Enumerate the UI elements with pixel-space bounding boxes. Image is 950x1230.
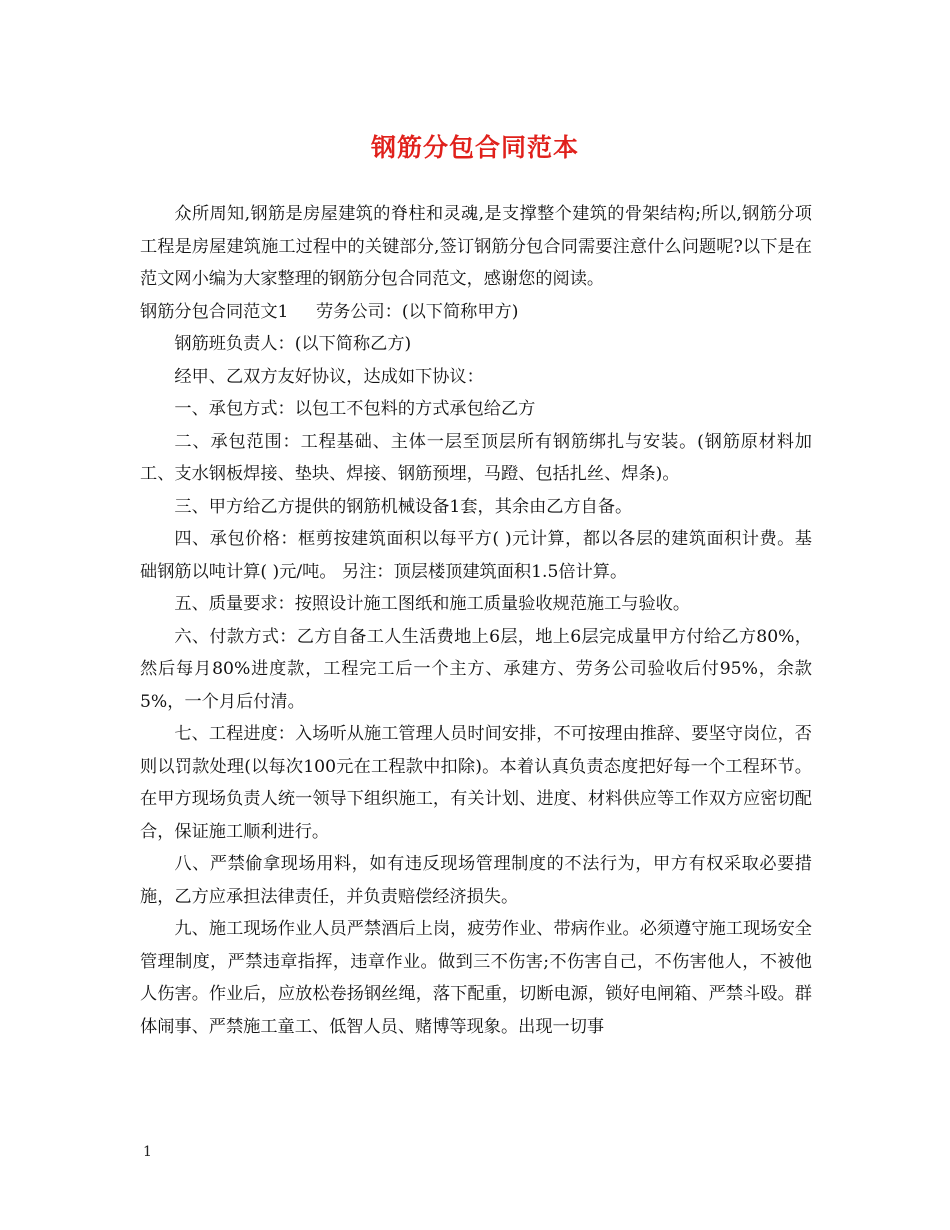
section-heading-line xyxy=(140,296,812,329)
agreement-line: 经甲、乙双方友好协议，达成如下协议： xyxy=(174,366,484,387)
clause-6: 六、付款方式：乙方自备工人生活费地上6层，地上6层完成量甲方付给乙方80%，然后每月80%进度款，工程完工后一个主方、承建方、劳务公司验收后付95%，余款5%，一个月后付清。 xyxy=(140,626,812,712)
clause-4: 四、承包价格：框剪按建筑面积以每平方( )元计算，都以各层的建筑面积计费。基础钢筋以吨计算( )元/吨。 另注：顶层楼顶建筑面积1.5倍计算。 xyxy=(140,529,812,582)
intro-paragraph: 众所周知,钢筋是房屋建筑的脊柱和灵魂,是支撑整个建筑的骨架结构;所以,钢筋分项工程是房屋建筑施工过程中的关键部分,签订钢筋分包合同需要注意什么问题呢?以下是在范文网小编为大家整理的钢筋分包合同范文，感谢您的阅读。 xyxy=(140,204,812,289)
party-a-line: 劳务公司：(以下简称甲方) xyxy=(315,301,519,322)
party-b-line: 钢筋班负责人：(以下简称乙方) xyxy=(174,334,412,354)
clause-5: 五、质量要求：按照设计施工图纸和施工质量验收规范施工与验收。 xyxy=(174,594,691,614)
section-heading: 钢筋分包合同范文1 xyxy=(140,301,289,322)
clause-9: 九、施工现场作业人员严禁酒后上岗，疲劳作业、带病作业。必须遵守施工现场安全管理制度，严禁违章指挥，违章作业。做到三不伤害;不伤害自己，不伤害他人，不被他人伤害。作业后，应放松卷扬钢丝绳，落下配重，切断电源，锁好电闸箱、严禁斗殴。群体闹事、严禁施工童工、低智人员、赌博等现象。出现一切事 xyxy=(140,919,812,1037)
clause-1: 一、承包方式：以包工不包料的方式承包给乙方 xyxy=(174,399,536,419)
document-body xyxy=(140,198,812,1043)
clause-3: 三、甲方给乙方提供的钢筋机械设备1套，其余由乙方自备。 xyxy=(174,496,633,517)
clause-2: 二、承包范围：工程基础、主体一层至顶层所有钢筋绑扎与安装。(钢筋原材料加工、支水钢板焊接、垫块、焊接、钢筋预埋，马蹬、包括扎丝、焊条)。 xyxy=(140,431,812,484)
page-number: 1 xyxy=(143,1144,152,1160)
clause-8: 八、严禁偷拿现场用料，如有违反现场管理制度的不法行为，甲方有权采取必要措施，乙方应承担法律责任，并负责赔偿经济损失。 xyxy=(140,854,812,907)
clause-7: 七、工程进度：入场听从施工管理人员时间安排，不可按理由推辞、要坚守岗位，否则以罚款处理(以每次100元在工程款中扣除)。本着认真负责态度把好每一个工程环节。在甲方现场负责人统一领导下组织施工，有关计划、进度、材料供应等工作双方应密切配合，保证施工顺利进行。 xyxy=(140,724,812,842)
document-title: 钢筋分包合同范本 xyxy=(370,133,579,162)
